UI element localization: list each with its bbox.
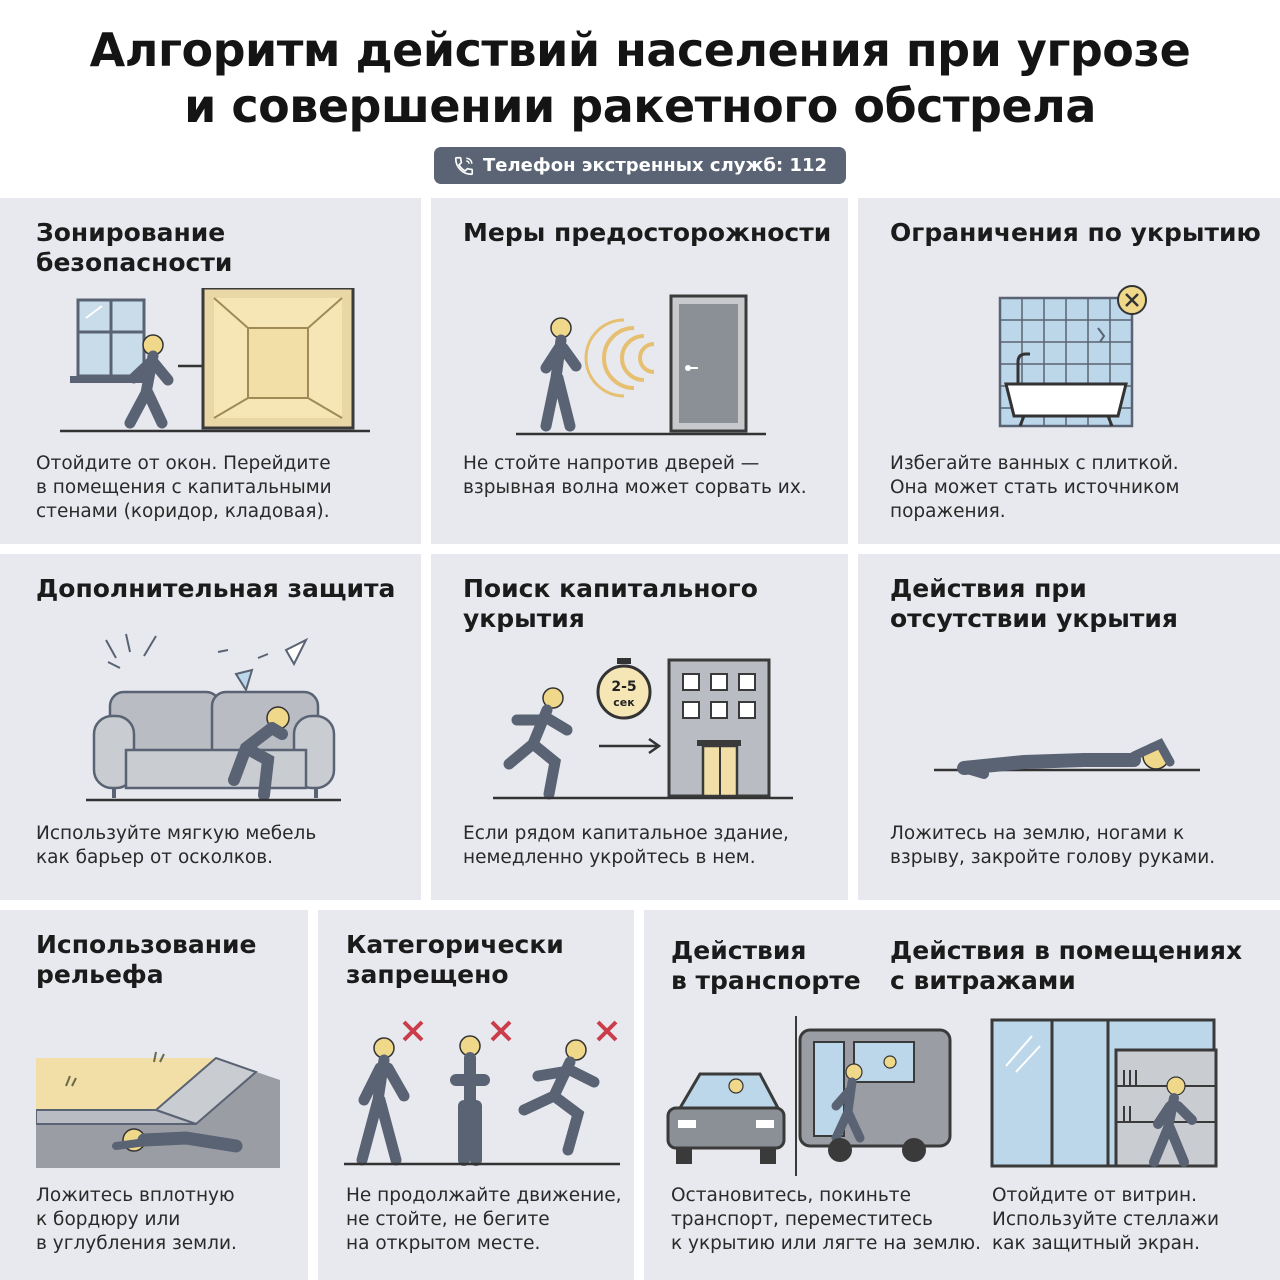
timer-unit: сек: [613, 696, 635, 709]
building-run-illustration: [493, 654, 813, 804]
panel-title: Использование рельефа: [36, 930, 257, 989]
header: [0, 0, 1280, 196]
sofa-barrier-illustration: [86, 630, 346, 805]
panel-description: Если рядом капитальное здание, немедленно укройтесь в нем.: [463, 823, 789, 868]
panel-extra-protection: [0, 554, 421, 900]
cross-icon: [404, 1022, 422, 1040]
panel-title: Меры предосторожности: [463, 218, 832, 247]
stopwatch-icon: [598, 658, 650, 718]
panel-description: Ложитесь на землю, ногами к взрыву, закройте голову руками.: [890, 823, 1216, 868]
panel-title: Ограничения по укрытию: [890, 218, 1261, 247]
phone-badge-text: Телефон экстренных служб: 112: [482, 155, 828, 176]
page-title: Алгоритм действий населения при угрозе и совершении ракетного обстрела: [89, 23, 1191, 133]
panel-shelter-limits: [858, 198, 1280, 544]
panel-description-transport: Остановитесь, покиньте транспорт, переместитесь к укрытию или лягте на землю.: [671, 1185, 982, 1254]
panel-description: Избегайте ванных с плиткой. Она может стать источником поражения.: [890, 453, 1180, 522]
panel-title: Категорически запрещено: [346, 930, 564, 989]
panel-title: Поиск капитального укрытия: [463, 574, 758, 633]
panel-title: Дополнительная защита: [36, 574, 396, 603]
zoning-illustration: [50, 288, 380, 438]
door-blast-illustration: [516, 288, 776, 438]
panel-precautions: [431, 198, 848, 544]
panel-terrain: [0, 910, 308, 1280]
phone-icon: [453, 155, 475, 177]
lying-down-illustration: [934, 732, 1204, 792]
forbidden-actions-illustration: [344, 1010, 624, 1170]
emergency-phone-badge: [434, 147, 846, 184]
panel-description: Не продолжайте движение, не стойте, не бегите на открытом месте.: [346, 1185, 622, 1254]
curb-terrain-illustration: [36, 1050, 280, 1170]
cross-icon: [492, 1022, 510, 1040]
panel-description: Не стойте напротив дверей — взрывная волна может сорвать их.: [463, 453, 807, 498]
storefront-illustration: [988, 1016, 1228, 1176]
panel-forbidden: [318, 910, 634, 1280]
panel-transport-glass: [644, 910, 1280, 1280]
timer-value: 2-5: [611, 679, 637, 695]
panel-title-transport: Действия в транспорте: [671, 936, 861, 995]
transport-illustration: [664, 1016, 954, 1176]
cross-icon: [598, 1022, 616, 1040]
panel-title: Действия при отсутствии укрытия: [890, 574, 1178, 633]
panel-title-glass-rooms: Действия в помещениях с витражами: [890, 936, 1243, 995]
panel-description: Используйте мягкую мебель как барьер от осколков.: [36, 823, 317, 868]
panel-description: Ложитесь вплотную к бордюру или в углубления земли.: [36, 1185, 237, 1254]
panel-description: Отойдите от окон. Перейдите в помещения с капитальными стенами (коридор, кладовая).: [36, 453, 332, 522]
panel-capital-shelter: [431, 554, 848, 900]
panel-title: Зонирование безопасности: [36, 218, 233, 277]
bathroom-tile-illustration: [996, 284, 1156, 434]
panel-description-glass-rooms: Отойдите от витрин. Используйте стеллажи как защитный экран.: [992, 1185, 1220, 1254]
panel-no-shelter: [858, 554, 1280, 900]
panel-zoning: [0, 198, 421, 544]
